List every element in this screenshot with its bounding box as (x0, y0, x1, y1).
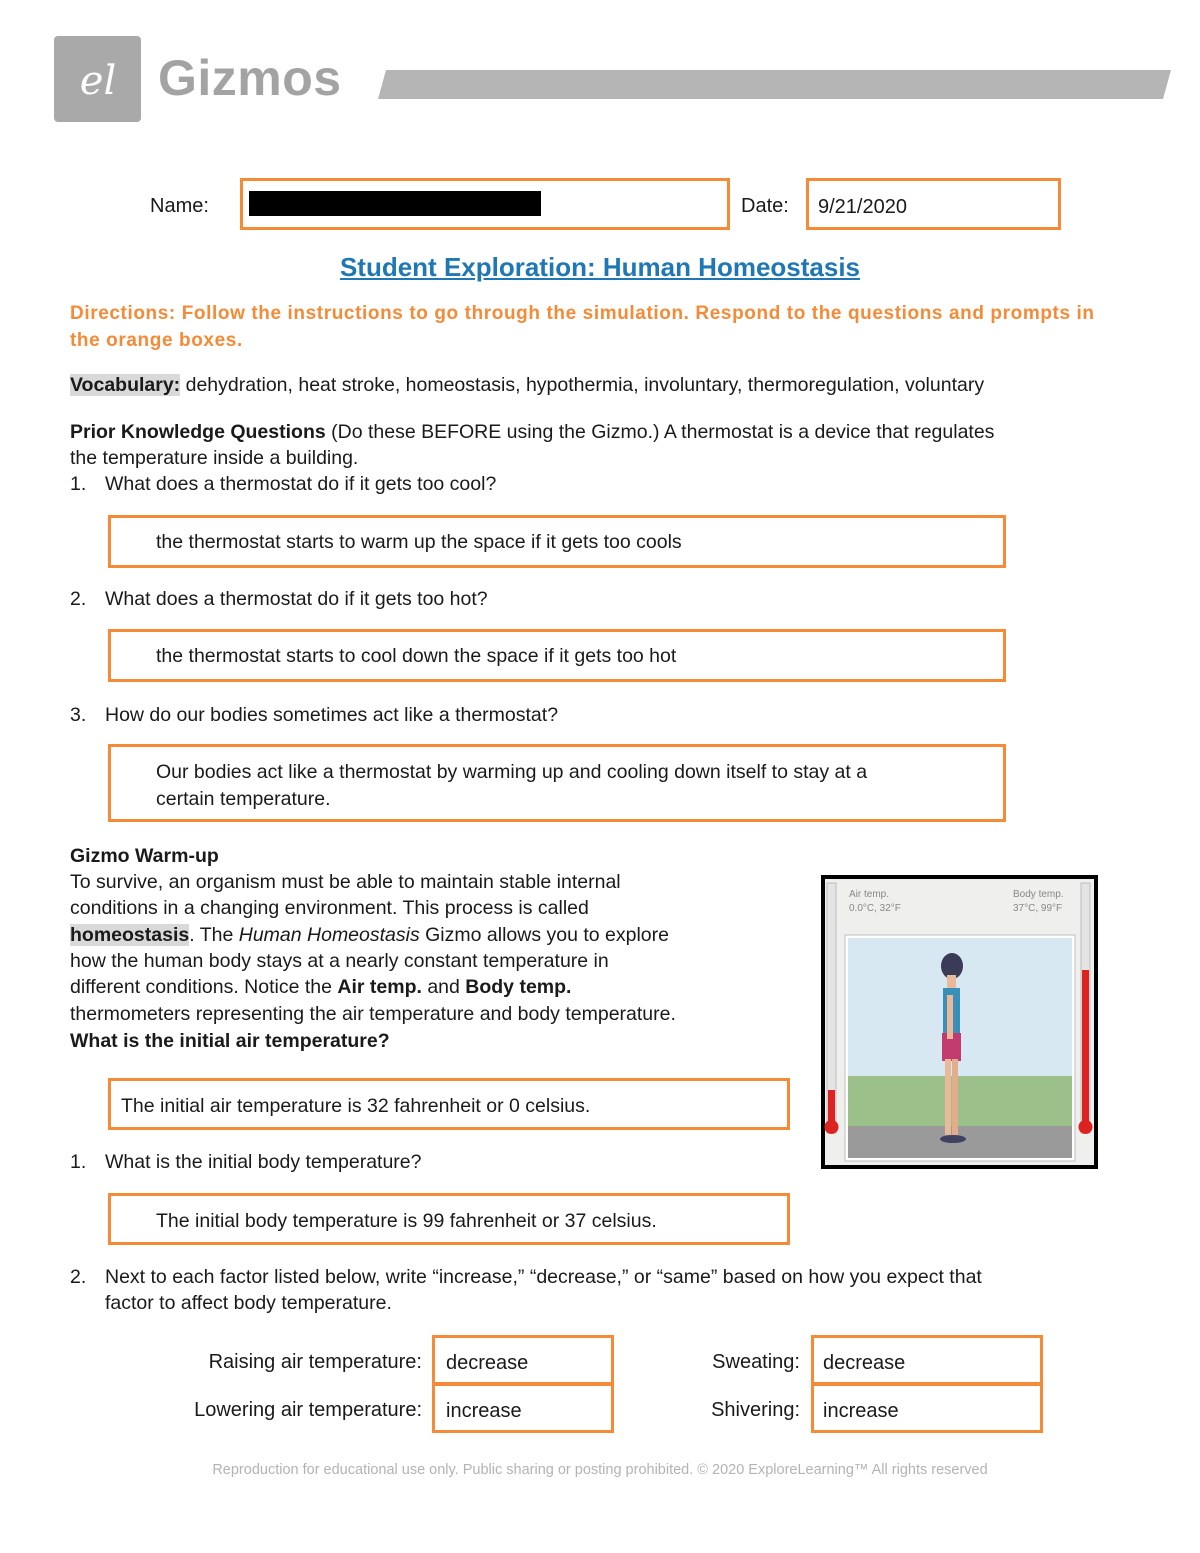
directions-text: Directions: Follow the instructions to go through the simulation. Respond to the questions and prompts in the orange boxes. (70, 303, 1095, 351)
question-text-line2: factor to affect body temperature. (105, 1292, 392, 1314)
el-logo-icon (68, 56, 128, 102)
name-redaction (249, 191, 541, 216)
question-text: What is the initial body temperature? (105, 1151, 422, 1173)
prior-question-2 (70, 586, 770, 612)
warmup-line5-a: different conditions. Notice the (70, 976, 338, 998)
air-temp-value: 0.0°C, 32°F (849, 903, 901, 914)
vocabulary-terms: dehydration, heat stroke, homeostasis, hypothermia, involuntary, thermoregulation, voluntary (180, 374, 985, 396)
warmup-question-1 (70, 1149, 770, 1175)
question-number: 2. (70, 588, 87, 610)
gizmo-scene (821, 875, 1098, 1169)
date-label: Date: (741, 195, 789, 217)
answer-box-prior-3[interactable] (108, 744, 1006, 822)
term-air-temp: Air temp. (337, 976, 422, 998)
warmup-line1: To survive, an organism must be able to maintain stable internal (70, 871, 621, 893)
question-number: 1. (70, 1151, 87, 1173)
name-field[interactable] (240, 178, 730, 230)
factor-answer-shivering[interactable] (811, 1383, 1043, 1433)
gizmo-name: Human Homeostasis (238, 924, 420, 946)
warmup-line5 (70, 974, 571, 1000)
answer-text: The initial body temperature is 99 fahrenheit or 37 celsius. (156, 1210, 657, 1232)
answer-box-prior-2[interactable] (108, 629, 1006, 682)
air-temp-label: Air temp. (849, 889, 890, 900)
name-label: Name: (150, 195, 209, 217)
prior-question-3 (70, 702, 770, 728)
warmup-question: What is the initial air temperature? (70, 1030, 390, 1052)
gizmo-screenshot (821, 875, 1098, 1169)
question-text: What does a thermostat do if it gets too hot? (105, 588, 488, 610)
factor-answer-lowering[interactable] (432, 1383, 614, 1433)
question-number: 3. (70, 704, 87, 726)
term-body-temp: Body temp. (465, 976, 572, 998)
question-number: 1. (70, 473, 87, 495)
body-temp-value: 37°C, 99°F (1013, 903, 1063, 914)
answer-box-body-temp[interactable] (108, 1193, 790, 1245)
prior-question-1 (70, 471, 770, 497)
vocabulary (70, 372, 984, 398)
question-text-line1: Next to each factor listed below, write “increase,” “decrease,” or “same” based on how you expect that (105, 1266, 982, 1288)
factor-value: increase (446, 1400, 522, 1422)
answer-text-line2: certain temperature. (156, 788, 331, 810)
vocabulary-label: Vocabulary: (70, 374, 181, 396)
answer-text: The initial air temperature is 32 fahrenheit or 0 celsius. (121, 1095, 591, 1117)
factor-label-sweating: Sweating: (712, 1351, 800, 1373)
warmup-line4: how the human body stays at a nearly constant temperature in (70, 950, 609, 972)
body-temp-label: Body temp. (1013, 889, 1064, 900)
svg-text:el: el (79, 58, 116, 102)
warmup-line2: conditions in a changing environment. This process is called (70, 897, 589, 919)
warmup-question-2 (70, 1264, 1130, 1316)
warmup-heading: Gizmo Warm-up (70, 845, 219, 867)
prior-intro-line2: the temperature inside a building. (70, 447, 359, 469)
prior-knowledge-intro (70, 419, 994, 445)
question-text: What does a thermostat do if it gets too cool? (105, 473, 497, 495)
warmup-line3-a: . The (189, 924, 239, 946)
prior-intro-line1: (Do these BEFORE using the Gizmo.) A thermostat is a device that regulates (325, 421, 995, 443)
question-number: 2. (70, 1266, 87, 1288)
warmup-line5-mid: and (421, 976, 466, 998)
factor-answer-raising[interactable] (432, 1335, 614, 1385)
factor-label-raising: Raising air temperature: (208, 1351, 422, 1373)
factor-label-lowering: Lowering air temperature: (194, 1399, 422, 1421)
brand-name: Gizmos (158, 50, 342, 106)
answer-box-prior-1[interactable] (108, 515, 1006, 568)
date-field[interactable] (806, 178, 1061, 230)
explorelearning-logo (54, 36, 141, 122)
term-homeostasis: homeostasis (70, 924, 190, 946)
prior-knowledge-heading: Prior Knowledge Questions (70, 421, 326, 443)
factor-label-shivering: Shivering: (711, 1399, 800, 1421)
answer-text-line1: Our bodies act like a thermostat by warming up and cooling down itself to stay at a (156, 761, 868, 783)
date-value: 9/21/2020 (818, 196, 907, 218)
factor-value: increase (823, 1400, 899, 1422)
warmup-line6: thermometers representing the air temperature and body temperature. (70, 1003, 676, 1025)
header-decorative-bar (378, 70, 1171, 99)
warmup-line3-b: Gizmo allows you to explore (419, 924, 669, 946)
factor-answer-sweating[interactable] (811, 1335, 1043, 1385)
answer-box-air-temp[interactable] (108, 1078, 790, 1130)
question-text: How do our bodies sometimes act like a thermostat? (105, 704, 559, 726)
factor-value: decrease (823, 1352, 906, 1374)
footer-copyright: Reproduction for educational use only. Public sharing or posting prohibited. © 2020 ExploreLearning™ All rights reserved (212, 1462, 988, 1478)
warmup-line3 (70, 922, 669, 948)
answer-text: the thermostat starts to cool down the space if it gets too hot (156, 645, 677, 667)
answer-text: the thermostat starts to warm up the space if it gets too cools (156, 531, 682, 553)
factor-value: decrease (446, 1352, 529, 1374)
page-title: Student Exploration: Human Homeostasis (339, 252, 861, 282)
